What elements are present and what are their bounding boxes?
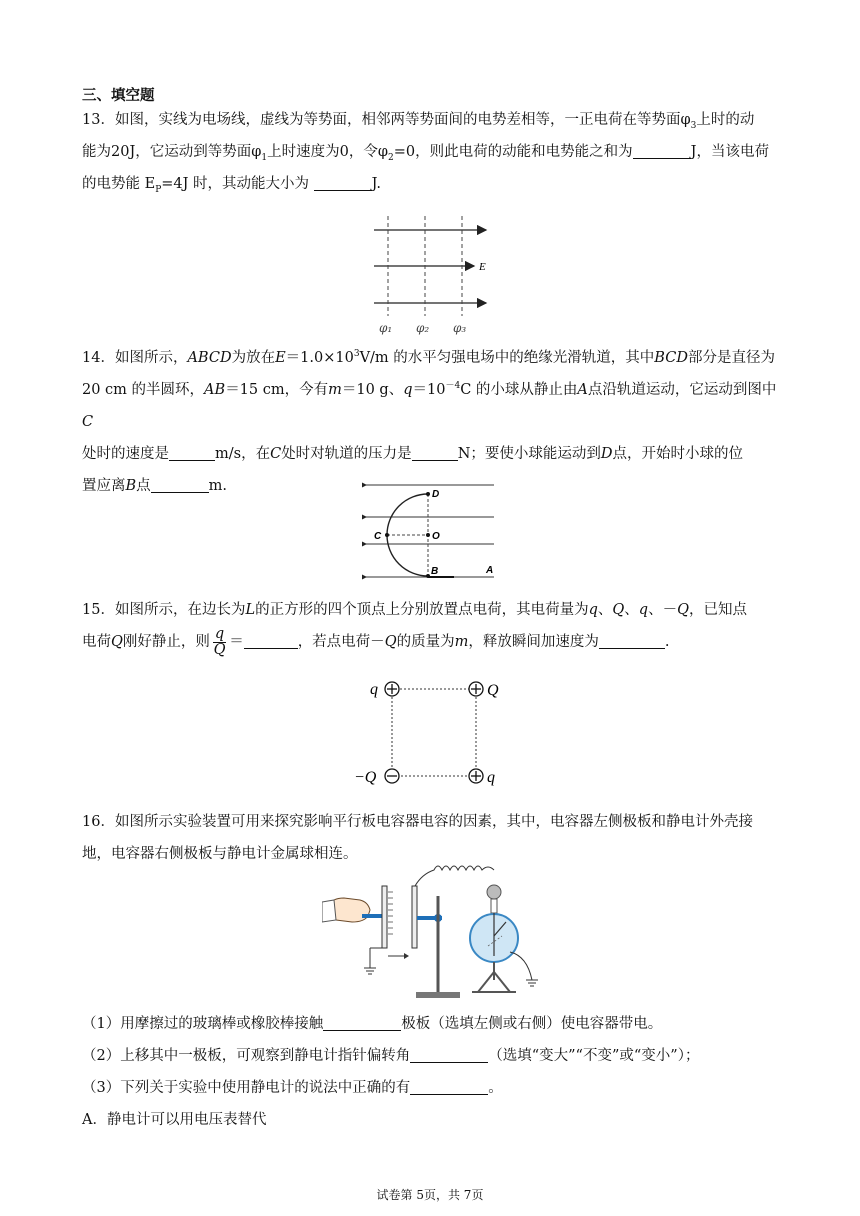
figure-14-track [362,480,502,584]
figure-15-square-charges [350,676,510,788]
answer-blank[interactable] [314,174,372,191]
label-E: E [479,261,486,273]
label-D: D [432,489,440,500]
answer-blank[interactable] [633,142,691,159]
section-title: 三、填空题 [82,87,155,104]
answer-blank[interactable] [151,476,209,493]
figure-13-field-lines [360,212,500,338]
fraction-q-over-Q: $\frac{q}{Q}$ [213,625,226,658]
question-16-subparts: （1）用摩擦过的玻璃棒或橡胶棒接触 极板（选填左侧或右侧）使电容器带电。 （2）上移其中一极板，可观察到静电计指针偏转角 （选填“变大”“不变”或“变小”）； （3）下列关于实验中使用静电计的说法中正确的有 。 A．静电计可以用电压表替代 [82,1016,700,1128]
answer-blank[interactable] [410,1046,488,1063]
answer-blank[interactable] [244,632,298,649]
label-A: A [486,565,494,576]
question-16-text: 16．如图所示实验装置可用来探究影响平行板电容器电容的因素，其中，电容器左侧极板和静电计外壳接 地，电容器右侧极板与静电计金属球相连。 [82,814,753,862]
label-phi1: φ₁ [379,321,393,335]
answer-blank[interactable] [412,444,458,461]
question-14-text: 14．如图所示，ABCD为放在$E=1.0\times 10^3V/m$ 的水平匀强电场中的绝缘光滑轨道，其中BCD部分是直径为 20 cm 的半圆环，AB＝15 cm，今有m＝10 g、$q=10^{-4}C$ 的小球从静止由A点沿轨道运动，它运动到图中C 处时的速度是 m/s，在C处时对轨道的压力是 N；要使小球能运动到D点，开始时小球的位 置应离B点 m. [82,349,777,494]
label-minus-Q-bottom-left: −Q [354,769,377,786]
label-O: O [432,531,440,542]
question-13-text: 13．如图，实线为电场线，虚线为等势面，相邻两等势面间的电势差相等，一正电荷在等势面$\varphi_3$上时的动 能为20J，它运动到等势面$\varphi_1$上时速度为0，令$\varphi_2=0$，则此电荷的动能和电势能之和为 J，当该电荷 的电势能 $E_P=4J$ 时，其动能大小为 J. [82,112,769,195]
page-footer: 试卷第 5页，共 7页 [376,1188,484,1202]
label-q-top-left: q [370,681,378,698]
answer-blank[interactable] [599,632,665,649]
answer-blank[interactable] [169,444,215,461]
answer-blank[interactable] [323,1014,401,1031]
label-B: B [431,566,439,577]
label-phi3: φ₃ [453,321,467,335]
question-15-text: 15．如图所示，在边长为L的正方形的四个顶点上分别放置点电荷，其电荷量为q、Q、q、－Q，已知点 电荷Q刚好静止，则 $\frac{q}{Q}$ ＝ ，若点电荷－Q的质量为m，释放瞬间加速度为 . [82,602,747,658]
label-C: C [374,531,382,542]
label-phi2: φ₂ [416,321,430,335]
label-Q-top-right: Q [487,682,499,699]
answer-blank[interactable] [410,1078,488,1095]
figure-16-capacitor-apparatus [322,856,552,1008]
label-q-bottom-right: q [487,769,495,786]
